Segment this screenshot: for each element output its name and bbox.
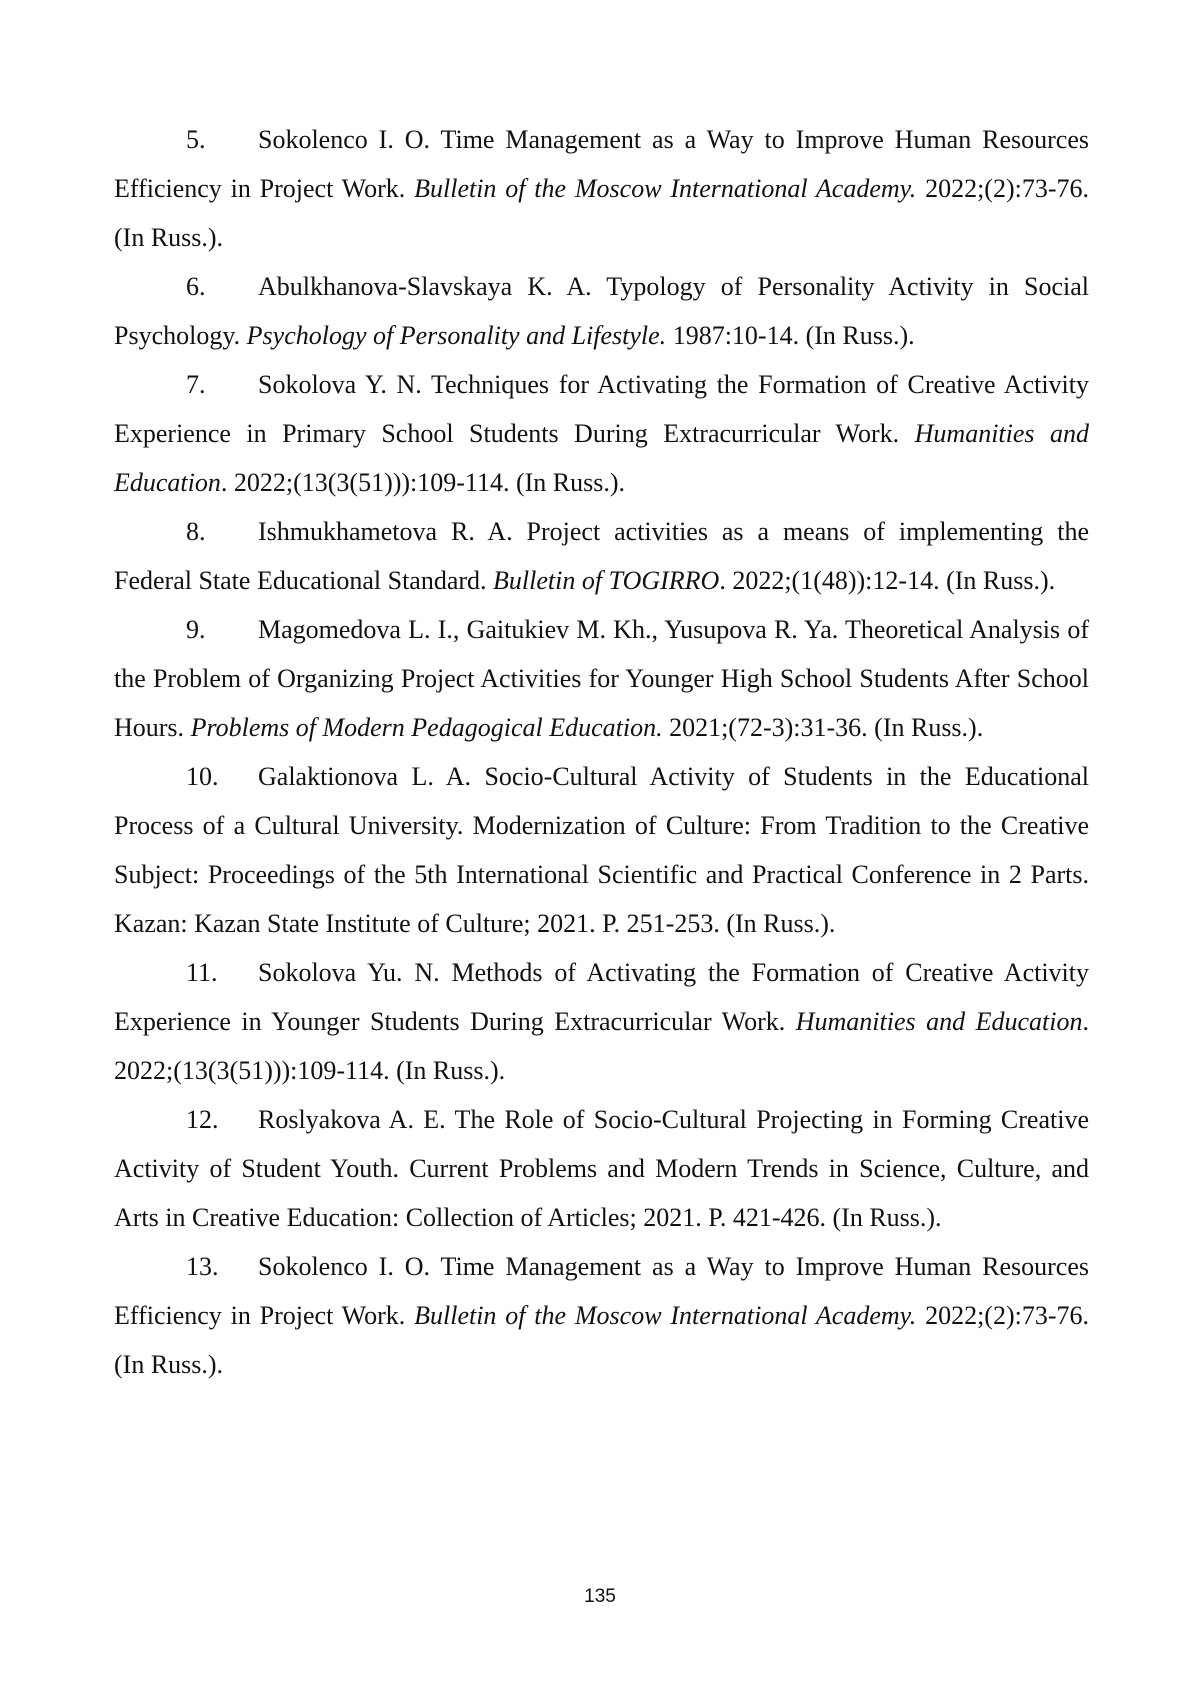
reference-list — [114, 115, 1089, 1389]
reference-number: 11. — [186, 958, 218, 987]
reference-number: 8. — [186, 517, 206, 546]
reference-journal: Humanities and Education — [795, 1007, 1083, 1036]
reference-number: 5. — [186, 125, 206, 154]
reference-text: Sokolova Y. N. Techniques for Activating the Formation of Creative Activity Experience in Primary School Students During Extracurricular Work. — [114, 370, 1089, 448]
reference-details: 2022;(2):73-76. (In Russ.). — [114, 174, 1090, 252]
reference-item — [114, 605, 1089, 752]
reference-number: 12. — [186, 1105, 219, 1134]
reference-item — [114, 507, 1089, 605]
reference-details: . 2022;(1(48)):12-14. (In Russ.). — [719, 566, 1056, 595]
reference-number: 10. — [186, 762, 219, 791]
reference-item — [114, 360, 1089, 507]
reference-journal: Bulletin of TOGIRRO — [493, 566, 720, 595]
reference-details: . 2022;(13(3(51))):109-114. (In Russ.). — [220, 468, 626, 497]
reference-journal: Psychology of Personality and Lifestyle. — [246, 321, 667, 350]
reference-journal: Bulletin of the Moscow International Academy. — [414, 174, 917, 203]
reference-item — [114, 752, 1089, 948]
reference-journal: Problems of Modern Pedagogical Education. — [190, 713, 663, 742]
reference-details: 1987:10-14. (In Russ.). — [666, 321, 915, 350]
reference-text: Sokolova Yu. N. Methods of Activating the Formation of Creative Activity Experience in Younger Students During Extracurricular Work. — [114, 958, 1089, 1036]
reference-item — [114, 115, 1089, 262]
reference-text: Sokolenco I. O. Time Management as a Way to Improve Human Resources Efficiency in Project Work. — [114, 1252, 1089, 1330]
reference-number: 7. — [186, 370, 206, 399]
reference-number: 13. — [186, 1252, 219, 1281]
reference-details: 2022;(2):73-76. (In Russ.). — [114, 1301, 1090, 1379]
reference-item — [114, 1095, 1089, 1242]
reference-journal: Humanities and Education — [114, 419, 1089, 497]
reference-text: Ishmukhametova R. A. Project activities as a means of implementing the Federal State Educational Standard. — [114, 517, 1089, 595]
reference-text: Galaktionova L. A. Socio-Cultural Activity of Students in the Educational Process of a Cultural University. Modernization of Culture: From Tradition to the Creative Subject: Proceedings of the 5th International Scientific and Practical Conference in 2 Parts. Kazan: Kazan State Institute of Culture; 2021. P. 251-253. (In Russ.). — [114, 762, 1089, 938]
reference-journal: Bulletin of the Moscow International Academy. — [414, 1301, 917, 1330]
reference-details: . 2022;(13(3(51))):109-114. (In Russ.). — [114, 1007, 1089, 1085]
reference-number: 9. — [186, 615, 206, 644]
reference-text: Roslyakova A. E. The Role of Socio-Cultural Projecting in Forming Creative Activity of Student Youth. Current Problems and Modern Trends in Science, Culture, and Arts in Creative Education: Collection of Articles; 2021. P. 421-426. (In Russ.). — [114, 1105, 1089, 1232]
reference-number: 6. — [186, 272, 206, 301]
reference-text: Abulkhanova-Slavskaya K. A. Typology of Personality Activity in Social Psychology. — [114, 272, 1089, 350]
reference-item — [114, 1242, 1089, 1389]
reference-text: Sokolenco I. O. Time Management as a Way to Improve Human Resources Efficiency in Project Work. — [114, 125, 1089, 203]
reference-item — [114, 262, 1089, 360]
reference-text: Magomedova L. I., Gaitukiev M. Kh., Yusupova R. Ya. Theoretical Analysis of the Problem of Organizing Project Activities for Younger High School Students After School Hours. — [114, 615, 1089, 742]
page-number: 135 — [584, 1586, 616, 1607]
reference-details: 2021;(72-3):31-36. (In Russ.). — [662, 713, 984, 742]
reference-item — [114, 948, 1089, 1095]
